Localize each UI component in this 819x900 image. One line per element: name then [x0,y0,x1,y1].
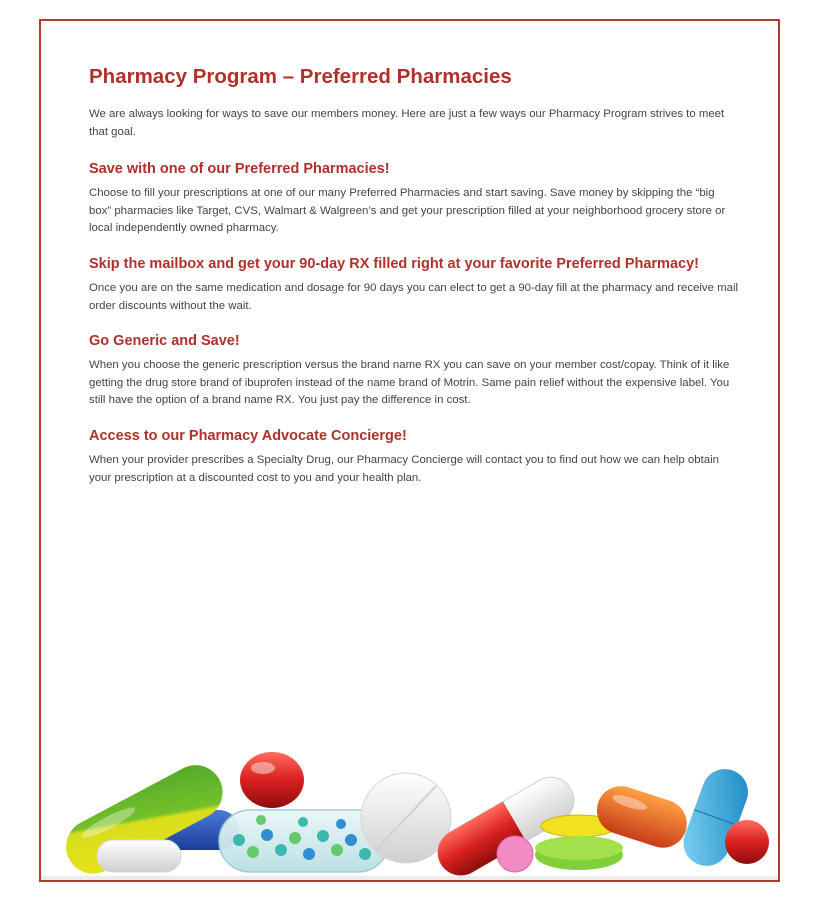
pills-illustration [41,740,778,880]
section-heading: Skip the mailbox and get your 90-day RX filled right at your favorite Preferred Pharmacy! [89,255,699,272]
section-heading: Access to our Pharmacy Advocate Concierge! [89,427,407,444]
main-content [89,65,739,505]
section-body: Once you are on the same medication and dosage for 90 days you can elect to get a 90-day fill at the pharmacy and receive mail order discounts without the wait. [89,281,739,312]
page-frame [39,19,780,882]
section-body: Choose to fill your prescriptions at one of our many Preferred Pharmacies and start saving. Save money by skipping the “big box” pharmacies like Target, CVS, Walmart & Walgreen’s and get your prescription filled at your neighborhood grocery store or local independently owned pharmacy. [89,187,726,235]
section-heading: Go Generic and Save! [89,333,240,350]
section-90-day-rx [89,256,739,315]
section-preferred-pharmacies [89,161,739,238]
section-heading: Save with one of our Preferred Pharmacies! [89,161,390,178]
section-body: When your provider prescribes a Specialty Drug, our Pharmacy Concierge will contact you to find out how we can help obtain your prescription at a discounted cost to you and your health plan. [89,453,719,484]
section-go-generic [89,333,739,410]
section-advocate-concierge [89,428,739,487]
intro-text: We are always looking for ways to save our members money. Here are just a few ways our Pharmacy Program strives to meet that goal. [89,108,725,138]
page-title: Pharmacy Program – Preferred Pharmacies [89,65,512,88]
section-body: When you choose the generic prescription versus the brand name RX you can save on your member cost/copay. Think of it like getting the drug store brand of ibuprofen instead of the name brand of Motrin. Same pain relief without the expensive label. You still have the option of a brand name RX. You just pay the difference in cost. [89,359,730,407]
